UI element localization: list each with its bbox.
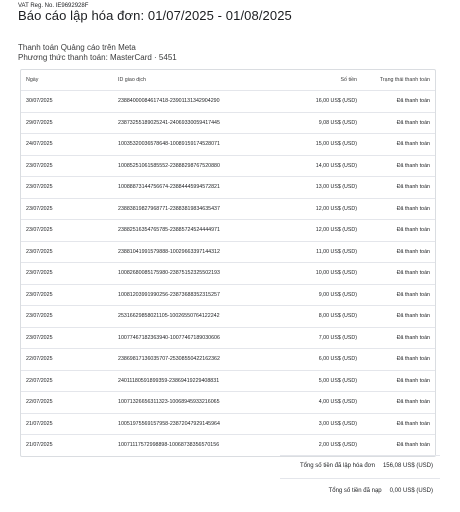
cell-amount: 15,00 US$ (USD) bbox=[315, 141, 357, 148]
cell-amount: 8,00 US$ (USD) bbox=[318, 313, 357, 320]
cell-amount: 10,00 US$ (USD) bbox=[315, 270, 357, 277]
cell-transaction-id: 10071117572998898-10068738356570156 bbox=[118, 442, 220, 449]
divider bbox=[280, 455, 440, 456]
table-row bbox=[21, 219, 435, 241]
cell-transaction-id: 10082680085175980-23875152325502193 bbox=[118, 270, 220, 277]
cell-status: Đã thanh toán bbox=[396, 205, 430, 212]
cell-amount: 9,08 US$ (USD) bbox=[318, 119, 357, 126]
transactions-table bbox=[20, 69, 436, 457]
table-row bbox=[21, 155, 435, 177]
cell-amount: 13,00 US$ (USD) bbox=[315, 184, 357, 191]
cell-amount: 7,00 US$ (USD) bbox=[318, 334, 357, 341]
cell-date: 21/07/2025 bbox=[26, 442, 53, 449]
table-row bbox=[21, 176, 435, 198]
total-invoiced-value: 156,08 US$ (USD) bbox=[382, 463, 433, 469]
header-amount: Số tiền bbox=[340, 77, 357, 83]
cell-status: Đã thanh toán bbox=[396, 399, 430, 406]
cell-transaction-id: 25316629858021105-10026550764122242 bbox=[118, 313, 220, 320]
cell-transaction-id: 10051975569157958-23872047929145964 bbox=[118, 420, 220, 427]
cell-amount: 3,00 US$ (USD) bbox=[318, 420, 357, 427]
cell-date: 23/07/2025 bbox=[26, 334, 53, 341]
cell-transaction-id: 23882516354765785-23885724524444971 bbox=[118, 227, 220, 234]
cell-transaction-id: 10088873144756674-23884445994572821 bbox=[118, 184, 220, 191]
cell-amount: 16,00 US$ (USD) bbox=[315, 98, 357, 105]
cell-status: Đã thanh toán bbox=[396, 334, 430, 341]
total-paid bbox=[329, 488, 433, 494]
cell-date: 21/07/2025 bbox=[26, 420, 53, 427]
cell-transaction-id: 10077467182363940-10077467189030606 bbox=[118, 334, 220, 341]
cell-date: 23/07/2025 bbox=[26, 227, 53, 234]
cell-amount: 2,00 US$ (USD) bbox=[318, 442, 357, 449]
cell-status: Đã thanh toán bbox=[396, 270, 430, 277]
page-title: Báo cáo lập hóa đơn: 01/07/2025 - 01/08/2025 bbox=[18, 8, 292, 23]
cell-amount: 4,00 US$ (USD) bbox=[318, 399, 357, 406]
cell-date: 23/07/2025 bbox=[26, 270, 53, 277]
cell-status: Đã thanh toán bbox=[396, 141, 430, 148]
cell-amount: 12,00 US$ (USD) bbox=[315, 227, 357, 234]
total-paid-value: 0,00 US$ (USD) bbox=[389, 488, 433, 494]
total-invoiced-label: Tổng số tiền đã lập hóa đơn bbox=[299, 463, 375, 469]
total-paid-label: Tổng số tiền đã nạp bbox=[328, 488, 382, 494]
cell-amount: 9,00 US$ (USD) bbox=[318, 291, 357, 298]
cell-amount: 14,00 US$ (USD) bbox=[315, 162, 357, 169]
total-invoiced bbox=[300, 463, 433, 469]
header-date: Ngày bbox=[26, 77, 39, 83]
cell-status: Đã thanh toán bbox=[396, 184, 430, 191]
cell-transaction-id: 10085251061585552-23888298767520880 bbox=[118, 162, 220, 169]
header-status: Trạng thái thanh toán bbox=[379, 77, 430, 83]
cell-date: 30/07/2025 bbox=[26, 98, 53, 105]
table-row bbox=[21, 327, 435, 349]
cell-date: 23/07/2025 bbox=[26, 162, 53, 169]
cell-transaction-id: 10035320036578648-10089159174528071 bbox=[118, 141, 220, 148]
cell-date: 22/07/2025 bbox=[26, 356, 53, 363]
table-row bbox=[21, 434, 435, 456]
cell-transaction-id: 23884000084617418-23901131342904290 bbox=[118, 98, 220, 105]
table-row bbox=[21, 112, 435, 134]
cell-status: Đã thanh toán bbox=[396, 291, 430, 298]
cell-date: 22/07/2025 bbox=[26, 399, 53, 406]
payment-description: Thanh toán Quảng cáo trên Meta bbox=[18, 43, 136, 52]
table-row bbox=[21, 413, 435, 435]
cell-amount: 6,00 US$ (USD) bbox=[318, 356, 357, 363]
cell-date: 23/07/2025 bbox=[26, 205, 53, 212]
cell-transaction-id: 10081203991990256-23873688352315257 bbox=[118, 291, 220, 298]
cell-status: Đã thanh toán bbox=[396, 119, 430, 126]
cell-status: Đã thanh toán bbox=[396, 227, 430, 234]
cell-transaction-id: 24011180591899359-23869419229408831 bbox=[118, 377, 220, 384]
payment-method: Phương thức thanh toán: MasterCard · 5451 bbox=[18, 53, 177, 62]
table-row bbox=[21, 348, 435, 370]
cell-date: 29/07/2025 bbox=[26, 119, 53, 126]
cell-status: Đã thanh toán bbox=[396, 162, 430, 169]
cell-transaction-id: 23883819827968771-23883819834635437 bbox=[118, 205, 220, 212]
cell-transaction-id: 23881041991579888-10029663397144312 bbox=[118, 248, 220, 255]
divider bbox=[280, 478, 440, 479]
cell-status: Đã thanh toán bbox=[396, 248, 430, 255]
table-row bbox=[21, 262, 435, 284]
cell-date: 23/07/2025 bbox=[26, 184, 53, 191]
table-row bbox=[21, 370, 435, 392]
cell-transaction-id: 23873255189025241-24069330059417445 bbox=[118, 119, 220, 126]
cell-date: 23/07/2025 bbox=[26, 248, 53, 255]
cell-status: Đã thanh toán bbox=[396, 420, 430, 427]
cell-status: Đã thanh toán bbox=[396, 313, 430, 320]
table-row bbox=[21, 90, 435, 112]
cell-transaction-id: 10071326656311323-10068945933216065 bbox=[118, 399, 220, 406]
table-row bbox=[21, 241, 435, 263]
cell-status: Đã thanh toán bbox=[396, 442, 430, 449]
cell-status: Đã thanh toán bbox=[396, 98, 430, 105]
table-row bbox=[21, 133, 435, 155]
cell-date: 23/07/2025 bbox=[26, 313, 53, 320]
cell-date: 23/07/2025 bbox=[26, 291, 53, 298]
cell-status: Đã thanh toán bbox=[396, 356, 430, 363]
cell-amount: 12,00 US$ (USD) bbox=[315, 205, 357, 212]
cell-date: 24/07/2025 bbox=[26, 141, 53, 148]
table-row bbox=[21, 305, 435, 327]
cell-amount: 5,00 US$ (USD) bbox=[318, 377, 357, 384]
cell-amount: 11,00 US$ (USD) bbox=[316, 248, 357, 255]
cell-date: 22/07/2025 bbox=[26, 377, 53, 384]
cell-transaction-id: 23869817136035707-25308550422162362 bbox=[118, 356, 220, 363]
table-header bbox=[21, 70, 435, 90]
vat-reg-number: VAT Reg. No. IE9692928F bbox=[18, 3, 89, 9]
header-transaction-id: ID giao dịch bbox=[118, 77, 146, 83]
table-row bbox=[21, 284, 435, 306]
cell-status: Đã thanh toán bbox=[396, 377, 430, 384]
table-body bbox=[21, 90, 435, 456]
table-row bbox=[21, 198, 435, 220]
table-row bbox=[21, 391, 435, 413]
